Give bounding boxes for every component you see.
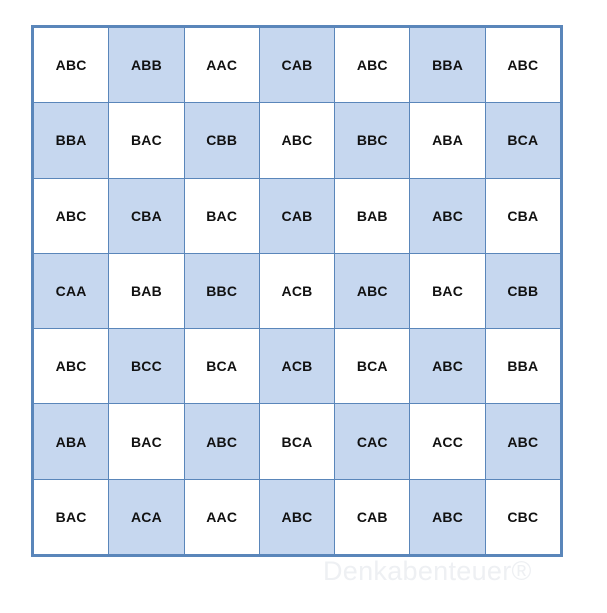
grid-cell[interactable]: AAC bbox=[185, 28, 259, 102]
grid-cell[interactable]: ACB bbox=[260, 254, 334, 328]
grid-cell[interactable]: CBC bbox=[486, 480, 560, 554]
grid-cell[interactable]: BAB bbox=[109, 254, 183, 328]
grid-cell[interactable]: ACA bbox=[109, 480, 183, 554]
grid-cell[interactable]: ABA bbox=[410, 103, 484, 177]
grid-cell[interactable]: CAB bbox=[260, 179, 334, 253]
grid-cell[interactable]: BAC bbox=[185, 179, 259, 253]
grid-cell[interactable]: ABA bbox=[34, 404, 108, 478]
grid-cell[interactable]: ABC bbox=[260, 103, 334, 177]
grid-cell[interactable]: ABC bbox=[486, 28, 560, 102]
grid-cell[interactable]: BCA bbox=[260, 404, 334, 478]
grid-cell[interactable]: BCA bbox=[185, 329, 259, 403]
grid-cell[interactable]: CBA bbox=[109, 179, 183, 253]
grid-cell[interactable]: BBA bbox=[410, 28, 484, 102]
grid-cell[interactable]: ABC bbox=[34, 28, 108, 102]
grid-cell[interactable]: ACC bbox=[410, 404, 484, 478]
grid-cell[interactable]: CBA bbox=[486, 179, 560, 253]
grid-cell[interactable]: ABC bbox=[410, 179, 484, 253]
grid-cell[interactable]: ABC bbox=[335, 254, 409, 328]
grid-cell[interactable]: ABC bbox=[410, 329, 484, 403]
grid-cell[interactable]: BAC bbox=[109, 103, 183, 177]
grid-cell[interactable]: BCA bbox=[335, 329, 409, 403]
grid-cell[interactable]: BAC bbox=[410, 254, 484, 328]
grid-cell[interactable]: ACB bbox=[260, 329, 334, 403]
grid-cell[interactable]: BAB bbox=[335, 179, 409, 253]
grid-cell[interactable]: CAA bbox=[34, 254, 108, 328]
grid-cell[interactable]: BBA bbox=[34, 103, 108, 177]
grid-cell[interactable]: BBA bbox=[486, 329, 560, 403]
letter-grid bbox=[31, 25, 563, 557]
grid-cell[interactable]: ABC bbox=[335, 28, 409, 102]
grid-cell[interactable]: BAC bbox=[34, 480, 108, 554]
grid-cell[interactable]: CBB bbox=[185, 103, 259, 177]
grid-cell[interactable]: BCC bbox=[109, 329, 183, 403]
grid-cell[interactable]: AAC bbox=[185, 480, 259, 554]
grid-cell[interactable]: ABC bbox=[34, 329, 108, 403]
grid-cell[interactable]: CBB bbox=[486, 254, 560, 328]
grid-cell[interactable]: ABC bbox=[260, 480, 334, 554]
grid-cell[interactable]: ABC bbox=[185, 404, 259, 478]
grid-cell[interactable]: ABC bbox=[34, 179, 108, 253]
grid-cell[interactable]: BAC bbox=[109, 404, 183, 478]
grid-cell[interactable]: CAB bbox=[335, 480, 409, 554]
grid-cell[interactable]: BBC bbox=[335, 103, 409, 177]
grid-cell[interactable]: ABB bbox=[109, 28, 183, 102]
grid-cell[interactable]: CAC bbox=[335, 404, 409, 478]
grid-cell[interactable]: ABC bbox=[486, 404, 560, 478]
grid-cell[interactable]: BBC bbox=[185, 254, 259, 328]
grid-cell[interactable]: BCA bbox=[486, 103, 560, 177]
watermark: Denkabenteuer® bbox=[323, 556, 532, 586]
grid-cell[interactable]: ABC bbox=[410, 480, 484, 554]
grid-cell[interactable]: CAB bbox=[260, 28, 334, 102]
